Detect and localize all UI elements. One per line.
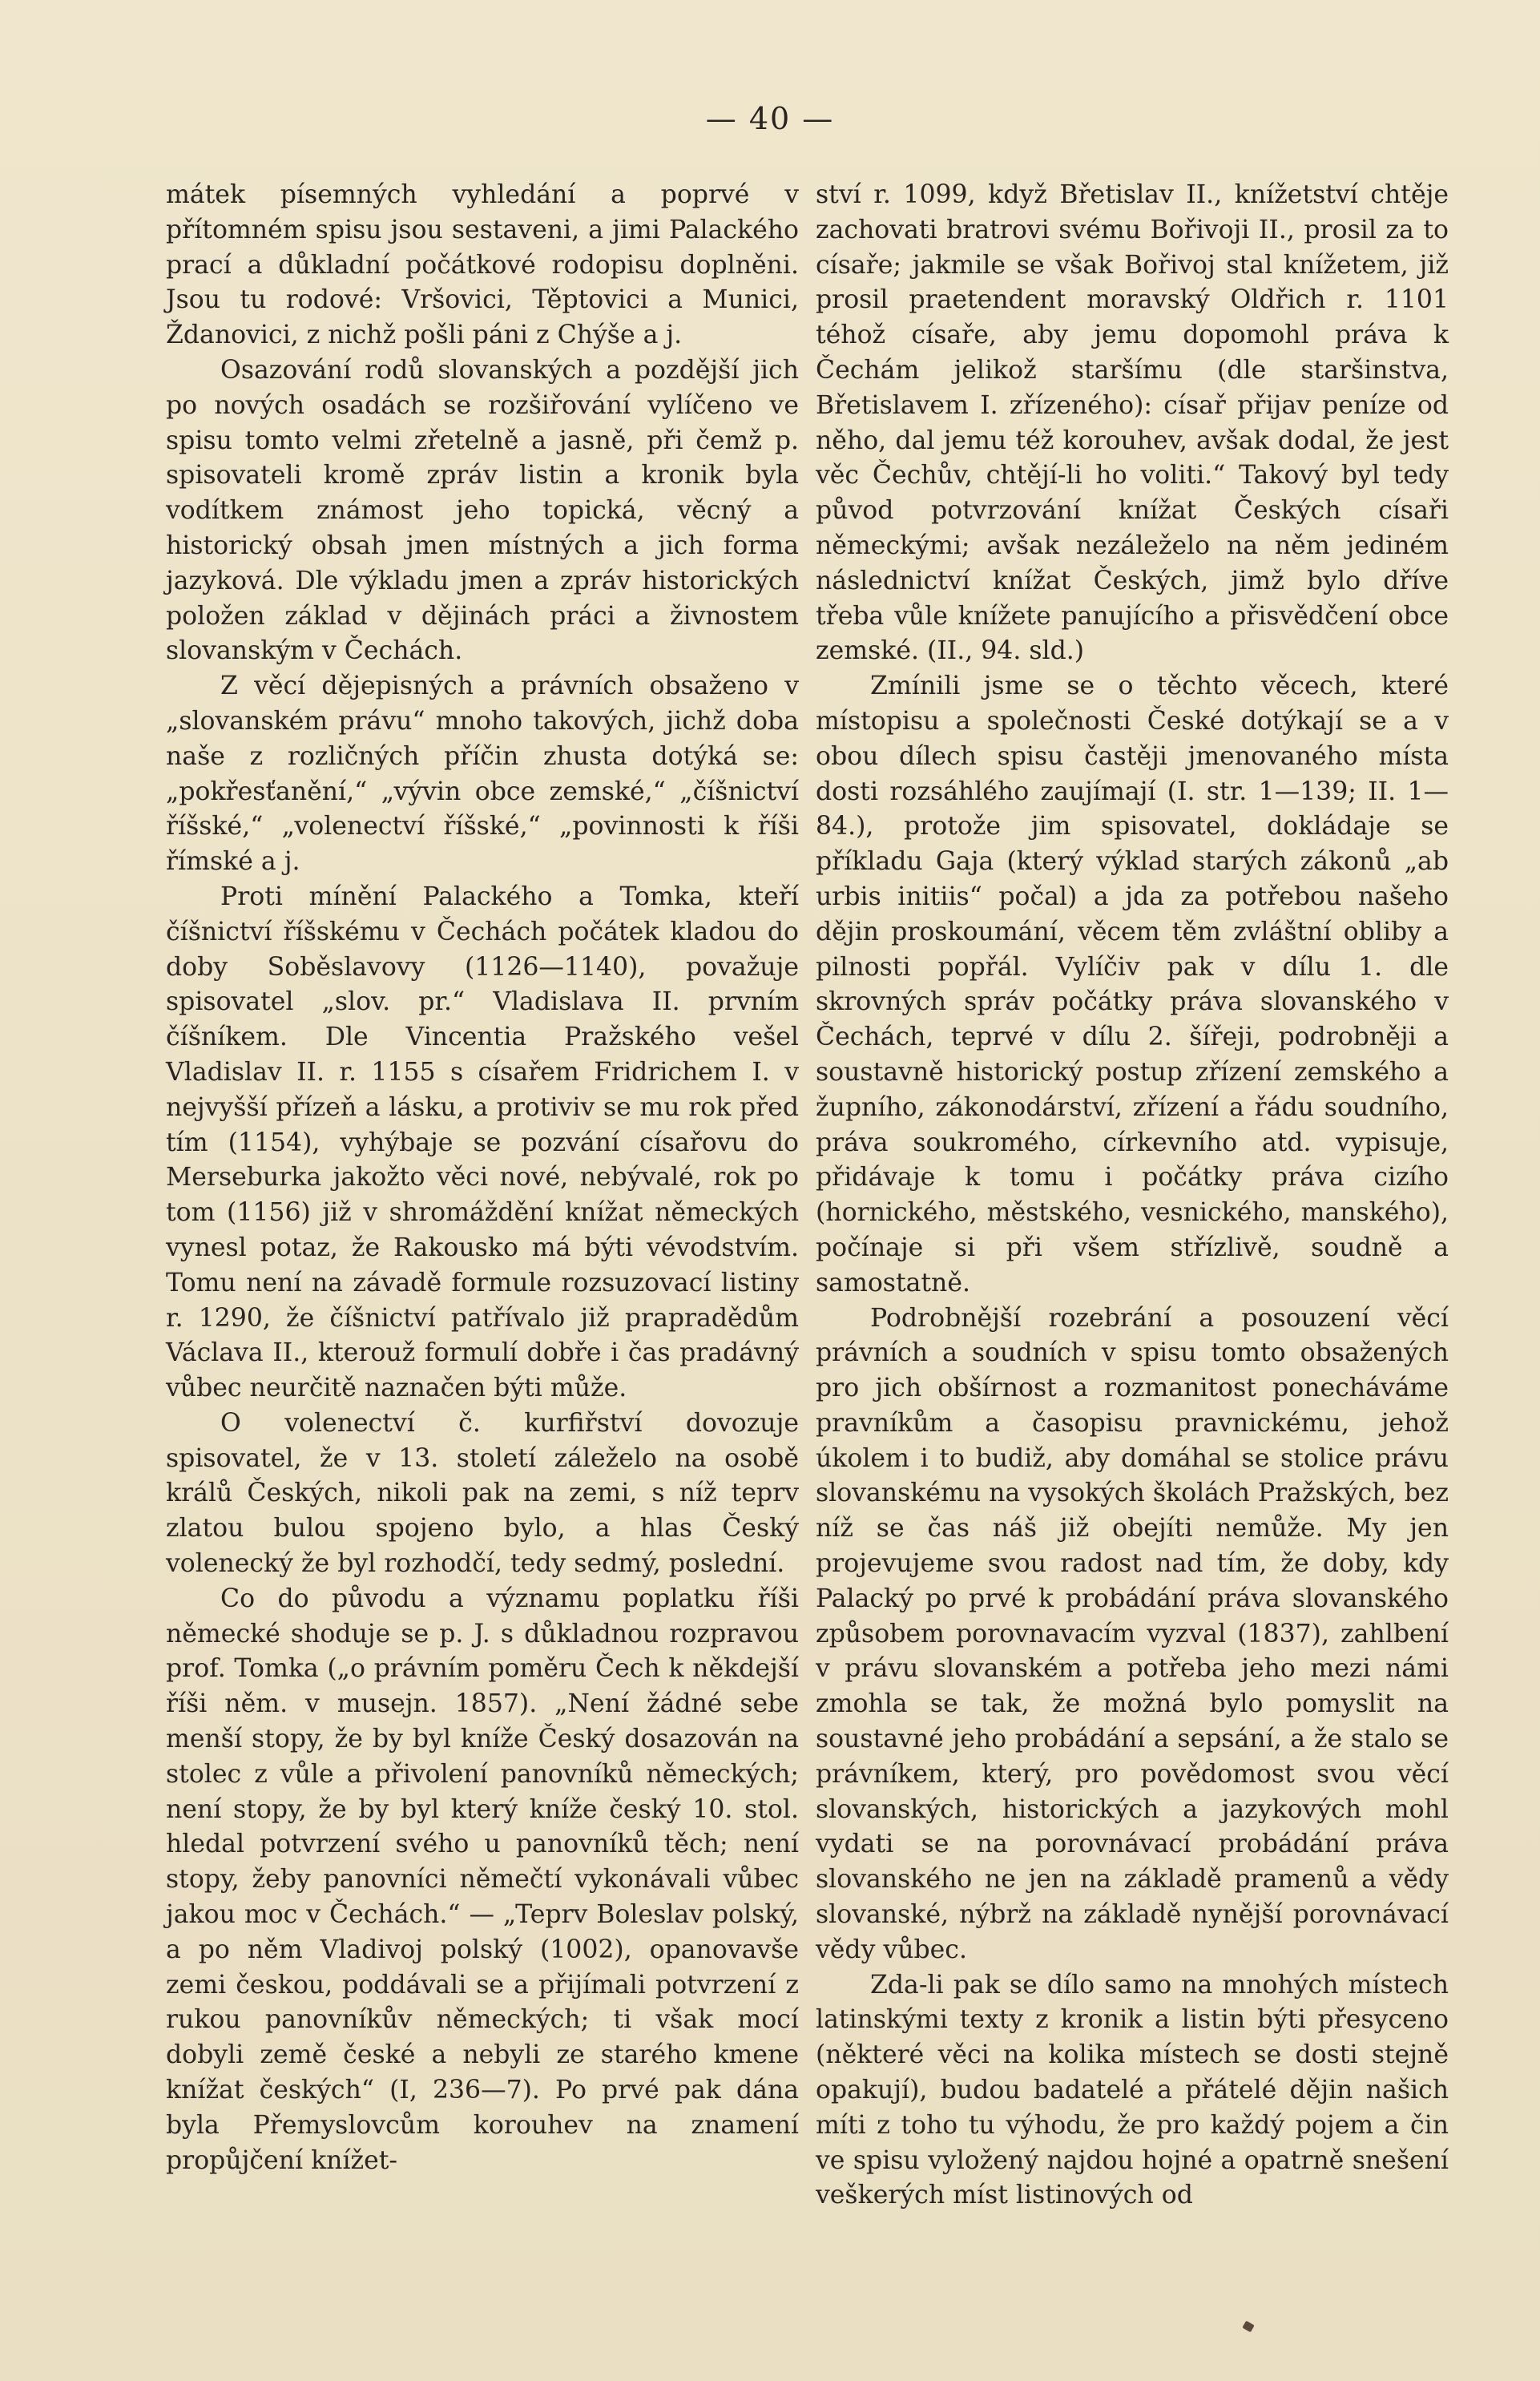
right-column: [816, 178, 1449, 2214]
paragraph: Zda-li pak se dílo samo na mnohých místech latinskými texty z kronik a listin býti přesyceno (některé věci na kolika místech se dosti stejně opakují), budou badatelé a přátelé dějin našich míti z toho tu výhodu, že pro každý pojem a čin ve spisu vyložený najdou hojné a opatrně snešení veškerých míst listinových od: [816, 1970, 1449, 2210]
paragraph: mátek písemných vyhledání a poprvé v přítomném spisu jsou sestaveni, a jimi Palackého prací a důkladní počátkové rodopisu doplněni. Jsou tu rodové: Vršovici, Těptovici a Munici, Ždanovici, z nichž pošli páni z Chýše a j.: [166, 180, 799, 350]
paragraph: O volenectví č. kurfiřství dovozuje spisovatel, že v 13. století záleželo na osobě králů Českých, nikoli pak na zemi, s níž teprv zlatou bulou spojeno bylo, a hlas Český volenecký že byl rozhodčí, tedy sedmý, poslední.: [166, 1408, 799, 1579]
paragraph: Z věcí dějepisných a právních obsaženo v „slovanském právu“ mnoho takových, jichž doba naše z rozličných příčin zhusta dotýká se: „pokřesťanění,“ „vývin obce zemské,“ „číšnictví říšské,“ „volenectví říšské,“ „povinnosti k říši římské a j.: [166, 672, 799, 877]
paragraph: Zmínili jsme se o těchto věcech, které místopisu a společnosti České dotýkají se a v obou dílech spisu častěji jmenovaného místa dosti rozsáhlého zaujímají (I. str. 1—139; II. 1—84.), protože jim spisovatel, dokládaje se příkladu Gaja (který výklad starých zákonů „ab urbis initiis“ počal) a jda za potřebou našeho dějin proskoumání, věcem těm zvláštní obliby a pilnosti popřál. Vylíčiv pak v dílu 1. dle skrovných správ počátky práva slovanského v Čechách, teprvé v dílu 2. šířeji, podrobněji a soustavně historický postup zřízení zemského a župního, zákonodárství, zřízení a řádu soudního, práva soukromého, církevního atd. vypisuje, přidávaje k tomu i počátky práva cizího (hornického, městského, vesnického, manského), počínaje si při všem střízlivě, soudně a samostatně.: [816, 672, 1449, 1297]
paragraph: Osazování rodů slovanských a pozdější jich po nových osadách se rozšiřování vylíčeno ve spisu tomto velmi zřetelně a jasně, při čemž p. spisovateli kromě zpráv listin a kronik byla vodítkem známost jeho topická, věcný a historický obsah jmen místných a jich forma jazyková. Dle výkladu jmen a zpráv historických položen základ v dějinách práci a živnostem slovanským v Čechách.: [166, 355, 799, 666]
paragraph: ství r. 1099, když Břetislav II., knížetství chtěje zachovati bratrovi svému Bořivoji II., prosil za to císaře; jakmile se však Bořivoj stal knížetem, již prosil praetendent moravský Oldřich r. 1101 téhož císaře, aby jemu dopomohl práva k Čechám jelikož staršímu (dle staršinstva, Břetislavem I. zřízeného): císař přijav peníze od něho, dal jemu též korouhev, avšak dodal, že jest věc Čechův, chtějí-li ho voliti.“ Takový byl tedy původ potvrzování knížat Českých císaři německými; avšak nezáleželo na něm jediném následnictví knížat Českých, jimž bylo dříve třeba vůle knížete panujícího a přisvědčení obce zemské. (II., 94. sld.): [816, 180, 1449, 666]
page-number: — 40 —: [705, 101, 835, 136]
paragraph: Podrobnější rozebrání a posouzení věcí právních a soudních v spisu tomto obsažených pro jich obšírnost a rozmanitost ponecháváme pravníkům a časopisu pravnickému, jehož úkolem i to budiž, aby domáhal se stolice právu slovanskému na vysokých školách Pražských, bez níž se čas náš již obejíti nemůže. My jen projevujeme svou radost nad tím, že doby, kdy Palacký po prvé k probádání práva slovanského způsobem porovnavacím vyzval (1837), zahlbení v právu slovanském a potřeba jeho mezi námi zmohla se tak, že možná bylo pomyslit na soustavné jeho probádání a sepsání, a že stalo se právníkem, který, pro povědomost svou věcí slovanských, historických a jazykových mohl vydati se na porovnávací probádání práva slovanského ne jen na základě pramenů a vědy slovanské, nýbrž na základě nynější porovnávací vědy vůbec.: [816, 1303, 1449, 1964]
paper-speck: [1242, 2321, 1254, 2333]
paragraph: Proti mínění Palackého a Tomka, kteří číšnictví říšskému v Čechách počátek kladou do doby Soběslavovy (1126—1140), považuje spisovatel „slov. pr.“ Vladislava II. prvním číšníkem. Dle Vincentia Pražského vešel Vladislav II. r. 1155 s císařem Fridrichem I. v nejvyšší přízeň a lásku, a protiviv se mu rok před tím (1154), vyhýbaje se pozvání císařovu do Merseburka jakožto věci nové, nebývalé, rok po tom (1156) již v shromáždění knížat německých vynesl potaz, že Rakousko má býti vévodstvím. Tomu není na závadě formule rozsuzovací listiny r. 1290, že číšnictví patřívalo již prapradědům Václava II., kterouž formulí dobře i čas pradávný vůbec neurčitě naznačen býti může.: [166, 882, 799, 1403]
left-column: [166, 178, 799, 2178]
paragraph: Co do původu a významu poplatku říši německé shoduje se p. J. s důkladnou rozpravou prof. Tomka („o právním poměru Čech k někdejší říši něm. v musejn. 1857). „Není žádné sebe menší stopy, že by byl kníže Český dosazován na stolec z vůle a přivolení panovníků německých; není stopy, že by byl který kníže český 10. stol. hledal potvrzení svého u panovníků těch; není stopy, žeby panovníci němečtí vykonávali vůbec jakou moc v Čechách.“ — „Teprv Boleslav polský, a po něm Vladivoj polský (1002), opanovavše zemi českou, poddávali se a přijímali potvrzení z rukou panovníkův německých; ti však mocí dobyli země české a nebyli ze starého kmene knížat českých“ (I, 236—7). Po prvé pak dána byla Přemyslovcům korouhev na znamení propůjčení knížet-: [166, 1584, 799, 2175]
